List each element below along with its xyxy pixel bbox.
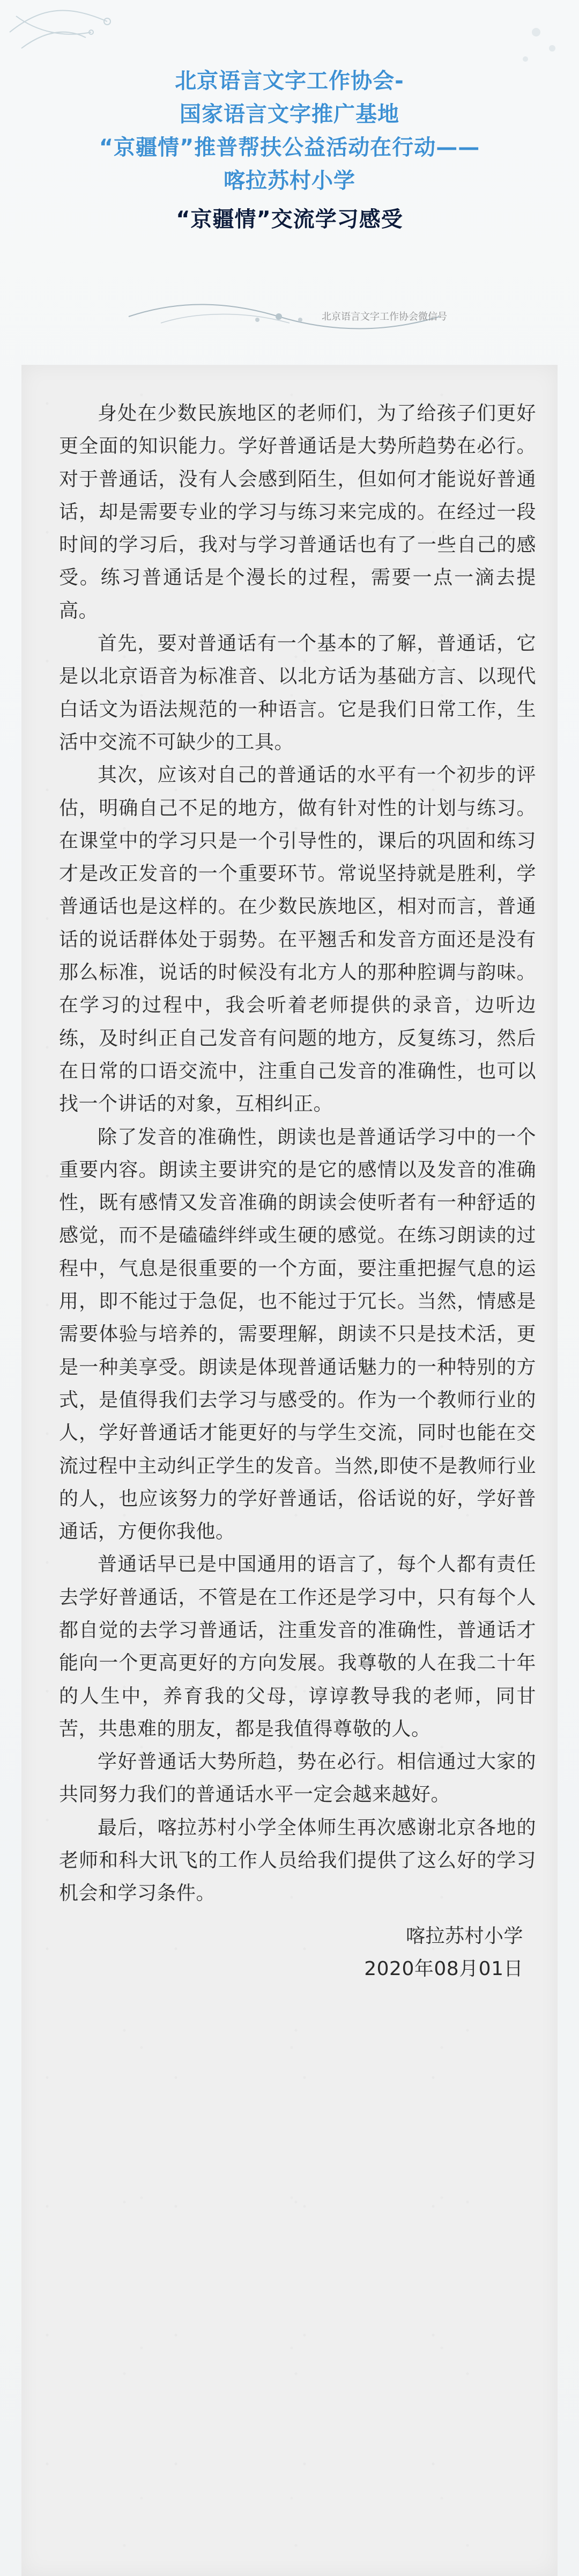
credit-text: 北京语言文字工作协会微信号 [322,311,447,322]
header-subtitle: “京疆情”交流学习感受 [176,207,403,232]
signature [59,1920,536,1986]
header-title-line-3: “京疆情”推普帮扶公益活动在行动—— [99,135,480,160]
article-paragraph: 除了发音的准确性，朗读也是普通话学习中的一个重要内容。朗读主要讲究的是它的感情以及发音的准确性，既有感情又发音准确的朗读会使听者有一种舒适的感觉，而不是磕磕绊绊或生硬的感觉。在练习朗读的过程中，气息是很重要的一个方面，要注重把握气息的运用，即不能过于急促，也不能过于冗长。当然，情感是需要体验与培养的，需要理解，朗读不只是技术活，更是一种美享受。朗读是体现普通话魅力的一种特别的方式，是值得我们去学习与感受的。作为一个教师行业的人，学好普通话才能更好的与学生交流，同时也能在交流过程中主动纠正学生的发音。当然,即使不是教师行业的人，也应该努力的学好普通话，俗话说的好，学好普通话，方便你我他。 [59,1126,536,1543]
header-title-line-2: 国家语言文字推广基地 [180,102,399,127]
article-paragraph: 学好普通话大势所趋，势在必行。相信通过大家的共同努力我们的普通话水平一定会越来越好。 [59,1751,536,1806]
article-paragraph: 其次，应该对自己的普通话的水平有一个初步的评估，明确自己不足的地方，做有针对性的计划与练习。在课堂中的学习只是一个引导性的，课后的巩固和练习才是改正发音的一个重要环节。常说坚持就是胜利，学普通话也是这样的。在少数民族地区，相对而言，普通话的说话群体处于弱势。在平翘舌和发音方面还是没有那么标准，说话的时候没有北方人的那种腔调与韵味。在学习的过程中，我会听着老师提供的录音，边听边练，及时纠正自己发音有问题的地方，反复练习，然后在日常的口语交流中，注重自己发音的准确性，也可以找一个讲话的对象，互相纠正。 [59,764,536,1115]
article-paragraph: 首先，要对普通话有一个基本的了解，普通话，它是以北京语音为标准音、以北方话为基础方言、以现代白话文为语法规范的一种语言。它是我们日常工作，生活中交流不可缺少的工具。 [59,633,536,753]
article-paragraph: 身处在少数民族地区的老师们，为了给孩子们更好更全面的知识能力。学好普通话是大势所趋势在必行。对于普通话，没有人会感到陌生，但如何才能说好普通话，却是需要专业的学习与练习来完成的。在经过一段时间的学习后，我对与学习普通话也有了一些自己的感受。练习普通话是个漫长的过程，需要一点一滴去提高。 [59,402,536,622]
corner-leaf-ornament [10,11,110,48]
header-title-line-4: 喀拉苏村小学 [224,168,355,193]
signature-organization: 喀拉苏村小学 [405,1925,523,1947]
header-title-line-1: 北京语言文字工作协会- [175,69,404,93]
signature-date: 2020年08月01日 [364,1957,523,1980]
corner-dot-ornament [523,28,555,62]
article-header [0,64,579,236]
article-paragraph: 普通话早已是中国通用的语言了，每个人都有责任去学好普通话，不管是在工作还是学习中，只有每个人都自觉的去学习普通话，注重发音的准确性，普通话才能向一个更高更好的方向发展。我尊敬的人在我二十年的人生中，养育我的父母，谆谆教导我的老师，同甘苦，共患难的朋友，都是我值得尊敬的人。 [59,1553,536,1740]
article-paragraph: 最后，喀拉苏村小学全体师生再次感谢北京各地的老师和科大讯飞的工作人员给我们提供了这么好的学习机会和学习条件。 [59,1816,536,1905]
article-body [59,397,536,1985]
